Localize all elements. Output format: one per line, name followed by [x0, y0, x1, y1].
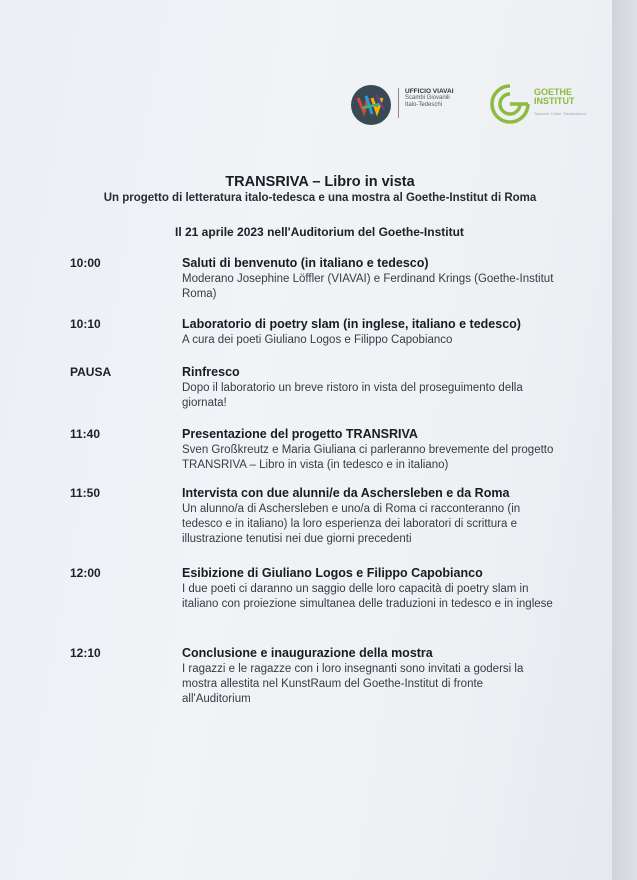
logo-bar [348, 80, 588, 128]
schedule-time: PAUSA [70, 365, 112, 379]
goethe-logo-text [534, 88, 594, 118]
page-edge [612, 0, 637, 880]
schedule-title: Intervista con due alunni/e da Aschersleben e da Roma [182, 486, 510, 500]
viavai-logo-text [398, 88, 485, 118]
event-date: Il 21 aprile 2023 nell'Auditorium del Goethe-Institut [175, 225, 464, 239]
schedule-time: 11:50 [70, 486, 101, 500]
schedule-time: 10:00 [70, 256, 101, 270]
schedule-time: 12:00 [70, 566, 101, 580]
document-title: TRANSRIVA – Libro in vista [225, 174, 415, 190]
schedule-description: A cura dei poeti Giuliano Logos e Filippo Capobianco [182, 334, 453, 346]
schedule-title: Conclusione e inaugurazione della mostra [182, 646, 433, 660]
goethe-tagline: Sprache. Kultur. Deutschland. [534, 111, 587, 116]
schedule-title: Laboratorio di poetry slam (in inglese, italiano e tedesco) [182, 317, 521, 331]
schedule-title: Saluti di benvenuto (in italiano e tedesco) [182, 256, 429, 270]
schedule-description: I ragazzi e le ragazze con i loro insegnanti sono invitati a godersi la mostra allestita nel KunstRaum del Goethe-Institut di fronte all'Auditorium [182, 663, 524, 705]
document-subtitle: Un progetto di letteratura italo-tedesca e una mostra al Goethe-Institut di Roma [103, 192, 537, 204]
viavai-tagline-2: Italo-Tedeschi [405, 102, 443, 108]
schedule-title: Esibizione di Giuliano Logos e Filippo Capobianco [182, 566, 483, 580]
schedule-description: Dopo il laboratorio un breve ristoro in vista del proseguimento della giornata! [182, 382, 523, 409]
goethe-name-2: INSTITUT [534, 96, 575, 106]
schedule-description: Un alunno/a di Aschersleben e uno/a di Roma ci racconteranno (in tedesco e in italiano) la loro esperienza dei laboratori di scrittura e illustrazione tenutisi nei due giorni precedenti [182, 503, 521, 545]
goethe-logo-icon [488, 82, 532, 126]
schedule-time: 12:10 [70, 646, 101, 660]
goethe-name-1: GOETHE [534, 87, 573, 97]
schedule-description: Sven Großkreutz e Maria Giuliana ci parleranno brevemente del progetto TRANSRIVA – Libro in vista (in tedesco e in italiano) [182, 444, 554, 471]
schedule-description: Moderano Josephine Löffler (VIAVAI) e Ferdinand Krings (Goethe-Institut Roma) [182, 273, 554, 300]
schedule-title: Rinfresco [182, 365, 240, 379]
viavai-name: UFFICIO VIAVAI [405, 88, 454, 95]
schedule-time: 11:40 [70, 427, 101, 441]
schedule-description: I due poeti ci daranno un saggio delle loro capacità di poetry slam in italiano con proiezione simultanea delle traduzioni in tedesco e in inglese [182, 583, 553, 610]
schedule-time: 10:10 [70, 317, 101, 331]
viavai-logo-icon [350, 84, 392, 126]
viavai-tagline-1: Scambi Giovanili [405, 95, 450, 101]
schedule-title: Presentazione del progetto TRANSRIVA [182, 427, 418, 441]
